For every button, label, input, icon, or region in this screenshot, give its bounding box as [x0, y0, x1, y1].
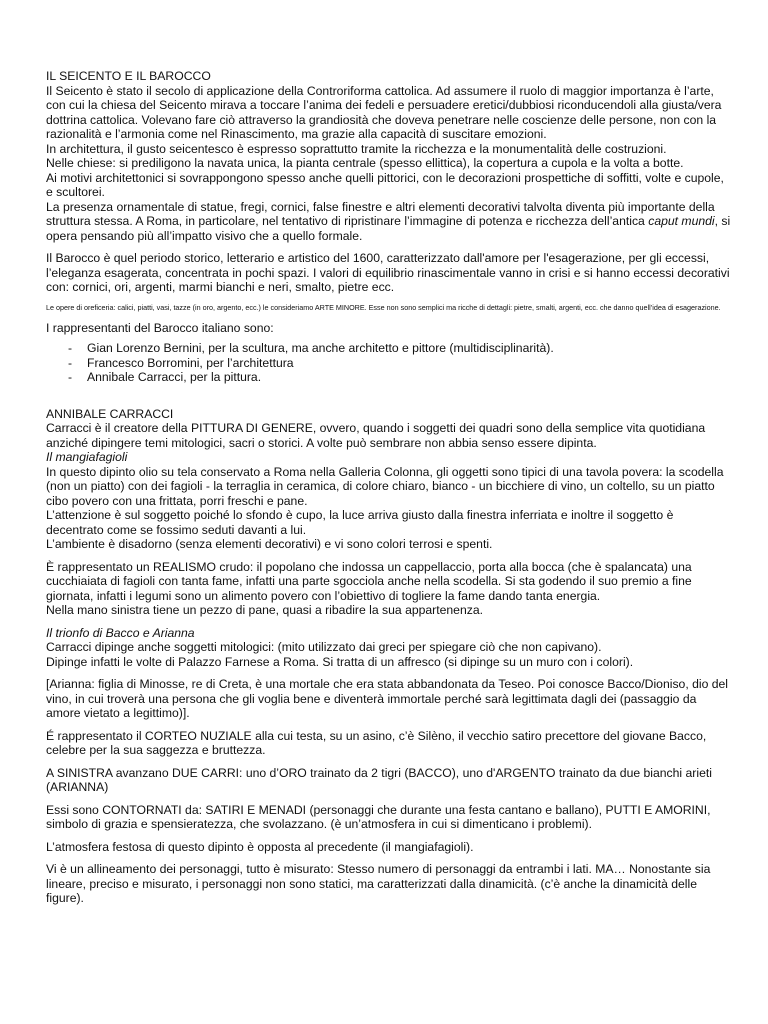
subtitle-text: Il trionfo di Bacco e Arianna — [46, 625, 195, 640]
paragraph: I rappresentanti del Barocco italiano sono: — [46, 320, 274, 335]
paragraph: L’attenzione è sul soggetto poiché lo sfondo è cupo, la luce arriva giusto dalla finestra inferriata e inoltre il soggetto è decentrato come se fossimo seduti davanti a lui. — [46, 508, 674, 537]
section-title-carracci: ANNIBALE CARRACCI — [46, 406, 174, 421]
list-item-text: Gian Lorenzo Bernini, per la scultura, ma anche architetto e pittore (multidisciplinarità). — [87, 341, 554, 355]
paragraph: Il Seicento è stato il secolo di applicazione della Controriforma cattolica. Ad assumere il ruolo di maggior importanza è l’arte, con cui la chiesa del Seicento mirava a toccare l’anima dei fedeli e persuadere eretici/dubbiosi riconducendoli alla giusta/vera dottrina cattolica. Volevano fare ciò attraverso la grandiosità che doveva penetrare nelle coscienze delle persone, non con la razionalità e l’armonia come nel Rinascimento, ma grazie alla capacità di suscitare emozioni. — [46, 83, 722, 141]
list-dash: - — [68, 341, 73, 355]
subtitle-mangiafagioli — [46, 450, 732, 465]
paragraph: Nella mano sinistra tiene un pezzo di pane, quasi a ribadire la sua appartenenza. — [46, 603, 483, 617]
paragraph: Carracci è il creatore della PITTURA DI GENERE, ovvero, quando i soggetti dei quadri sono della semplice vita quotidiana anziché dipingere temi mitologici, sacri o storici. A volte può sembrare non abbia senso essere dipinta. — [46, 421, 706, 450]
paragraph: Nelle chiese: si prediligono la navata unica, la pianta centrale (spesso ellittica), la copertura a cupola e la volta a botte. — [46, 156, 684, 170]
text-span: La presenza ornamentale di statue, fregi, cornici, false finestre e altri elementi decorativi talvolta diventa più importante della struttura stessa. A Roma, in particolare, nel tentativo di ripristinare l’immagine di potenza e ricchezza dell’antica — [46, 199, 715, 228]
small-note: Le opere di oreficeria: calici, piatti, vasi, tazze (in oro, argento, ecc.) le consideriamo ARTE MINORE. Esse non sono semplici ma ricche di dettagli: pietre, smalti, argenti, ecc. che danno quell’idea di esagerazione. — [46, 302, 721, 312]
paragraph: È rappresentato un REALISMO crudo: il popolano che indossa un cappellaccio, porta alla bocca (che è spalancata) una cucchiaiata di fagioli con tanta fame, infatti una parte sgocciola anche nella scodella. Si sta godendo il suo premio a fine giornata, infatti i legumi sono un alimento povero con l’obiettivo di togliere la fame dando tanta energia. — [46, 559, 692, 603]
paragraph: [Arianna: figlia di Minosse, re di Creta, è una mortale che era stata abbandonata da Teseo. Poi conosce Bacco/Dioniso, dio del vino, in cui troverà una persona che gli voglia bene e diventerà immortale perché sarà legittimata dagli dei (passaggio da amore vietato a legittimo)]. — [46, 677, 729, 720]
list-item — [46, 341, 732, 356]
paragraph: In architettura, il gusto seicentesco è espresso soprattutto tramite la ricchezza e la monumentalità delle costruzioni. — [46, 141, 667, 156]
paragraph: L’ambiente è disadorno (senza elementi decorativi) e vi sono colori terrosi e spenti. — [46, 537, 493, 551]
section-title-seicento: IL SEICENTO E IL BAROCCO — [46, 69, 211, 83]
subtitle-trionfo — [46, 626, 732, 641]
list-item-text: Annibale Carracci, per la pittura. — [87, 370, 262, 384]
paragraph: Vi è un allineamento dei personaggi, tutto è misurato: Stesso numero di personaggi da entrambi i lati. MA… Nonostante sia lineare, preciso e misurato, i personaggi non sono statici, ma caratterizzati dalla dinamicità. (c’è anche la dinamicità delle figure). — [46, 862, 711, 905]
paragraph: L’atmosfera festosa di questo dipinto è opposta al precedente (il mangiafagioli). — [46, 839, 474, 854]
list-dash: - — [68, 355, 73, 370]
paragraph: É rappresentato il CORTEO NUZIALE alla cui testa, su un asino, c’è Silèno, il vecchio satiro precettore del giovane Bacco, celebre per la sua saggezza e bruttezza. — [46, 728, 707, 757]
emphasis: caput mundi — [648, 214, 715, 228]
paragraph: In questo dipinto olio su tela conservato a Roma nella Galleria Colonna, gli oggetti sono tipici di una tavola povera: la scodella (non un piatto) con dei fagioli - la terraglia in ceramica, di colore chiaro, bianco - un bicchiere di vino, un coltello, su un piatto cibo povero con una frittata, porri freschi e pane. — [46, 464, 724, 508]
list-item — [46, 356, 732, 371]
paragraph: A SINISTRA avanzano DUE CARRI: uno d’ORO trainato da 2 tigri (BACCO), uno d'ARGENTO trainato da due bianchi arieti (ARIANNA) — [46, 765, 712, 794]
paragraph: Essi sono CONTORNATI da: SATIRI E MENADI (personaggi che durante una festa cantano e ballano), PUTTI E AMORINI, simbolo di grazia e spensieratezza, che svolazzano. (è un’atmosfera in cui si dimenticano i problemi). — [46, 802, 711, 831]
paragraph: Carracci dipinge anche soggetti mitologici: (mito utilizzato dai greci per spiegare ciò che non capivano). — [46, 640, 602, 654]
representatives-list — [46, 341, 732, 385]
list-dash: - — [68, 370, 73, 384]
paragraph: Dipinge infatti le volte di Palazzo Farnese a Roma. Si tratta di un affresco (si dipinge su un muro con i colori). — [46, 654, 634, 669]
subtitle-text: Il mangiafagioli — [46, 450, 128, 464]
text-span: , si opera pensando più all’impatto visivo che a quello formale. — [46, 214, 731, 243]
paragraph — [46, 200, 732, 244]
list-item-text: Francesco Borromini, per l’architettura — [87, 355, 294, 370]
paragraph: Il Barocco è quel periodo storico, letterario e artistico del 1600, caratterizzato dall'amore per l'esagerazione, per gli eccessi, l’eleganza esagerata, concentrata in pochi spazi. I valori di equilibrio rinascimentale vanno in crisi e si hanno eccessi decorativi con: cornici, ori, argenti, marmi bianchi e neri, smalto, pietre ecc. — [46, 251, 730, 294]
document-page — [46, 69, 732, 906]
paragraph: Ai motivi architettonici si sovrappongono spesso anche quelli pittorici, con le decorazioni prospettiche di soffitti, volte e cupole, e scultorei. — [46, 170, 724, 199]
list-item — [46, 370, 732, 385]
